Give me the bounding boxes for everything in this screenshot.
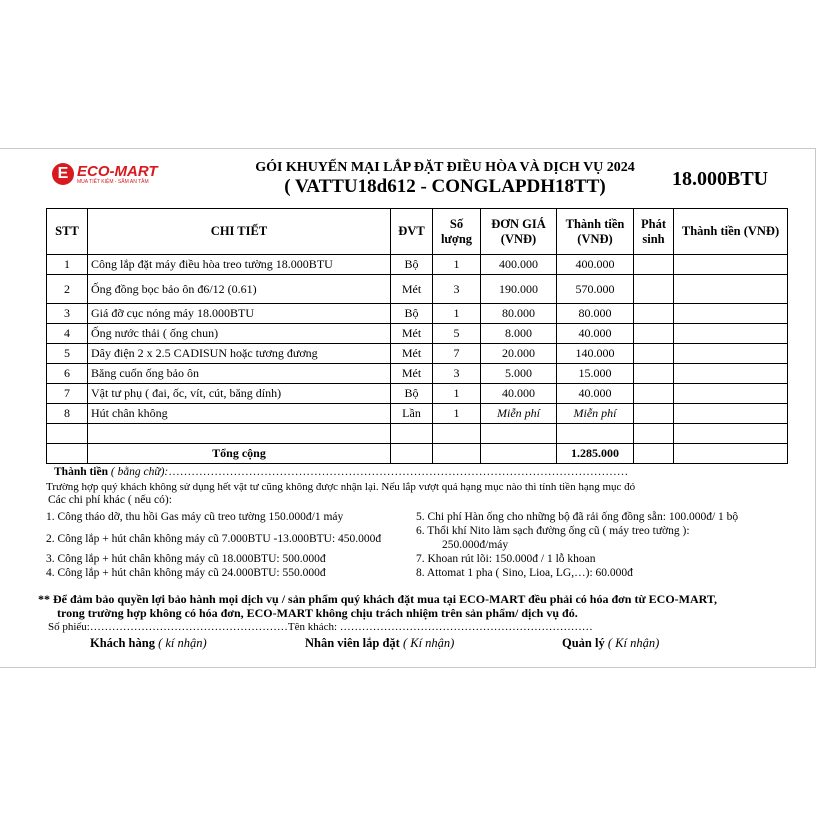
table-cell: 40.000 (481, 384, 557, 404)
cost-item: 8. Attomat 1 pha ( Sino, Lioa, LG,…): 60.000đ (416, 567, 633, 579)
table-cell: 3 (433, 364, 481, 384)
table-cell (634, 364, 674, 384)
table-cell (674, 304, 788, 324)
capacity-label: 18.000BTU (672, 168, 769, 190)
table-cell: 190.000 (481, 275, 557, 304)
table-cell: 8 (47, 404, 88, 424)
table-cell: Lần (391, 404, 433, 424)
table-cell: 7 (433, 344, 481, 364)
other-costs-heading: Các chi phí khác ( nếu có): (48, 494, 172, 506)
column-header: Thành tiền (VNĐ) (674, 209, 788, 255)
table-row (47, 384, 788, 404)
table-cell: 570.000 (557, 275, 634, 304)
table-cell: Vật tư phụ ( đai, ốc, vít, cút, băng dính) (88, 384, 391, 404)
eco-mart-logo (52, 163, 158, 185)
cost-item: 4. Công lắp + hút chân không máy cũ 24.000BTU: 550.000đ (46, 567, 326, 579)
table-cell: 1 (433, 384, 481, 404)
table-cell (674, 324, 788, 344)
price-table (46, 208, 788, 464)
table-cell: 80.000 (557, 304, 634, 324)
table-cell: Băng cuốn ống bảo ôn (88, 364, 391, 384)
blank-row (47, 424, 788, 444)
table-cell: Công lắp đặt máy điều hòa treo tường 18.000BTU (88, 255, 391, 275)
table-cell: Bộ (391, 384, 433, 404)
signature-customer: Khách hàng ( kí nhận) (90, 636, 207, 650)
table-cell: 40.000 (557, 384, 634, 404)
cost-item: 3. Công lắp + hút chân không máy cũ 18.000BTU: 500.000đ (46, 553, 326, 565)
table-cell: Bộ (391, 255, 433, 275)
table-cell: Ống nước thải ( ống chun) (88, 324, 391, 344)
table-cell (674, 275, 788, 304)
cost-item: 250.000đ/máy (442, 539, 509, 551)
table-cell: 2 (47, 275, 88, 304)
title-line1: GÓI KHUYẾN MẠI LẮP ĐẶT ĐIỀU HÒA VÀ DỊCH VỤ 2024 (255, 160, 635, 175)
table-cell (634, 275, 674, 304)
table-cell: 20.000 (481, 344, 557, 364)
column-header: ĐƠN GIÁ (VNĐ) (481, 209, 557, 255)
table-cell: Ống đồng bọc bảo ôn đ6/12 (0.61) (88, 275, 391, 304)
table-cell: 4 (47, 324, 88, 344)
table-row (47, 344, 788, 364)
table-row (47, 364, 788, 384)
table-cell: 1 (433, 304, 481, 324)
table-cell (674, 344, 788, 364)
table-cell: 1 (433, 255, 481, 275)
column-header: Phát sinh (634, 209, 674, 255)
table-row (47, 404, 788, 424)
table-cell: 80.000 (481, 304, 557, 324)
cost-item: 6. Thổi khí Nito làm sạch đường ống cũ ( máy treo tường ): (416, 525, 690, 537)
table-cell: 5.000 (481, 364, 557, 384)
warranty-note: ** Để đảm bảo quyền lợi bảo hành mọi dịch vụ / sản phẩm quý khách đặt mua tại ECO-MART đều phải có hóa đơn từ ECO-MART, (38, 592, 718, 606)
signature-installer: Nhân viên lắp đặt ( Kí nhận) (305, 636, 455, 650)
table-cell (674, 255, 788, 275)
table-row (47, 324, 788, 344)
ticket-line: Số phiếu:………………………………………………Tên khách: …………………………………………………………… (48, 621, 593, 633)
e-letter-icon: E (52, 163, 74, 185)
table-cell: 1 (433, 404, 481, 424)
table-cell (674, 404, 788, 424)
table-cell: 400.000 (481, 255, 557, 275)
cost-item: 7. Khoan rút lõi: 150.000đ / 1 lỗ khoan (416, 553, 596, 565)
table-cell: Mét (391, 324, 433, 344)
table-cell (674, 364, 788, 384)
cost-item: 1. Công tháo dỡ, thu hồi Gas máy cũ treo tường 150.000đ/1 máy (46, 511, 344, 523)
table-cell: 5 (433, 324, 481, 344)
title-line2: ( VATTU18d612 - CONGLAPDH18TT) (284, 176, 606, 197)
signature-manager: Quản lý ( Kí nhận) (562, 636, 660, 650)
logo-tagline: MUA TIẾT KIỆM - SẮM AN TÂM (77, 178, 149, 185)
table-row (47, 304, 788, 324)
table-cell: Bộ (391, 304, 433, 324)
cost-item: 2. Công lắp + hút chân không máy cũ 7.000BTU -13.000BTU: 450.000đ (46, 533, 382, 545)
table-cell (634, 304, 674, 324)
logo-name: ECO-MART (77, 162, 158, 180)
table-cell: 140.000 (557, 344, 634, 364)
column-header: ĐVT (391, 209, 433, 255)
column-header: STT (47, 209, 88, 255)
table-cell: 3 (433, 275, 481, 304)
column-header: Số lượng (433, 209, 481, 255)
table-cell (634, 384, 674, 404)
warranty-note-2: trong trường hợp không có hóa đơn, ECO-MART không chịu trách nhiệm trên sản phẩm/ dịch vụ đó. (57, 606, 578, 620)
table-cell: Miễn phí (557, 404, 634, 424)
table-row (47, 255, 788, 275)
total-label: Tổng cộng (88, 444, 391, 464)
table-cell: 40.000 (557, 324, 634, 344)
table-cell: 8.000 (481, 324, 557, 344)
table-cell: Miễn phí (481, 404, 557, 424)
column-header: Thành tiền (VNĐ) (557, 209, 634, 255)
total-value: 1.285.000 (557, 444, 634, 464)
table-cell: Dây điện 2 x 2.5 CADISUN hoặc tương đương (88, 344, 391, 364)
table-cell (634, 404, 674, 424)
table-cell: 7 (47, 384, 88, 404)
cost-item: 5. Chi phí Hàn ống cho những bộ đã rải ống đồng sẵn: 100.000đ/ 1 bộ (416, 511, 739, 523)
table-row (47, 275, 788, 304)
table-cell: Mét (391, 344, 433, 364)
table-cell (634, 324, 674, 344)
table-cell: 400.000 (557, 255, 634, 275)
table-cell: 1 (47, 255, 88, 275)
table-cell: 3 (47, 304, 88, 324)
table-cell: Mét (391, 364, 433, 384)
table-cell (674, 384, 788, 404)
table-cell: Mét (391, 275, 433, 304)
column-header: CHI TIẾT (88, 209, 391, 255)
amount-in-words: Thành tiền ( bằng chữ):………………………………………………………………………………………………………… (54, 466, 629, 478)
table-cell (634, 344, 674, 364)
table-cell: 5 (47, 344, 88, 364)
policy-note: Trường hợp quý khách không sử dụng hết vật tư cũng không được nhận lại. Nếu lắp vượt quá hạng mục nào thì tính tiền hạng mục đó (46, 481, 636, 493)
table-cell: Giá đỡ cục nóng máy 18.000BTU (88, 304, 391, 324)
table-cell (634, 255, 674, 275)
total-row (47, 444, 788, 464)
table-cell: 15.000 (557, 364, 634, 384)
table-cell: Hút chân không (88, 404, 391, 424)
table-cell: 6 (47, 364, 88, 384)
